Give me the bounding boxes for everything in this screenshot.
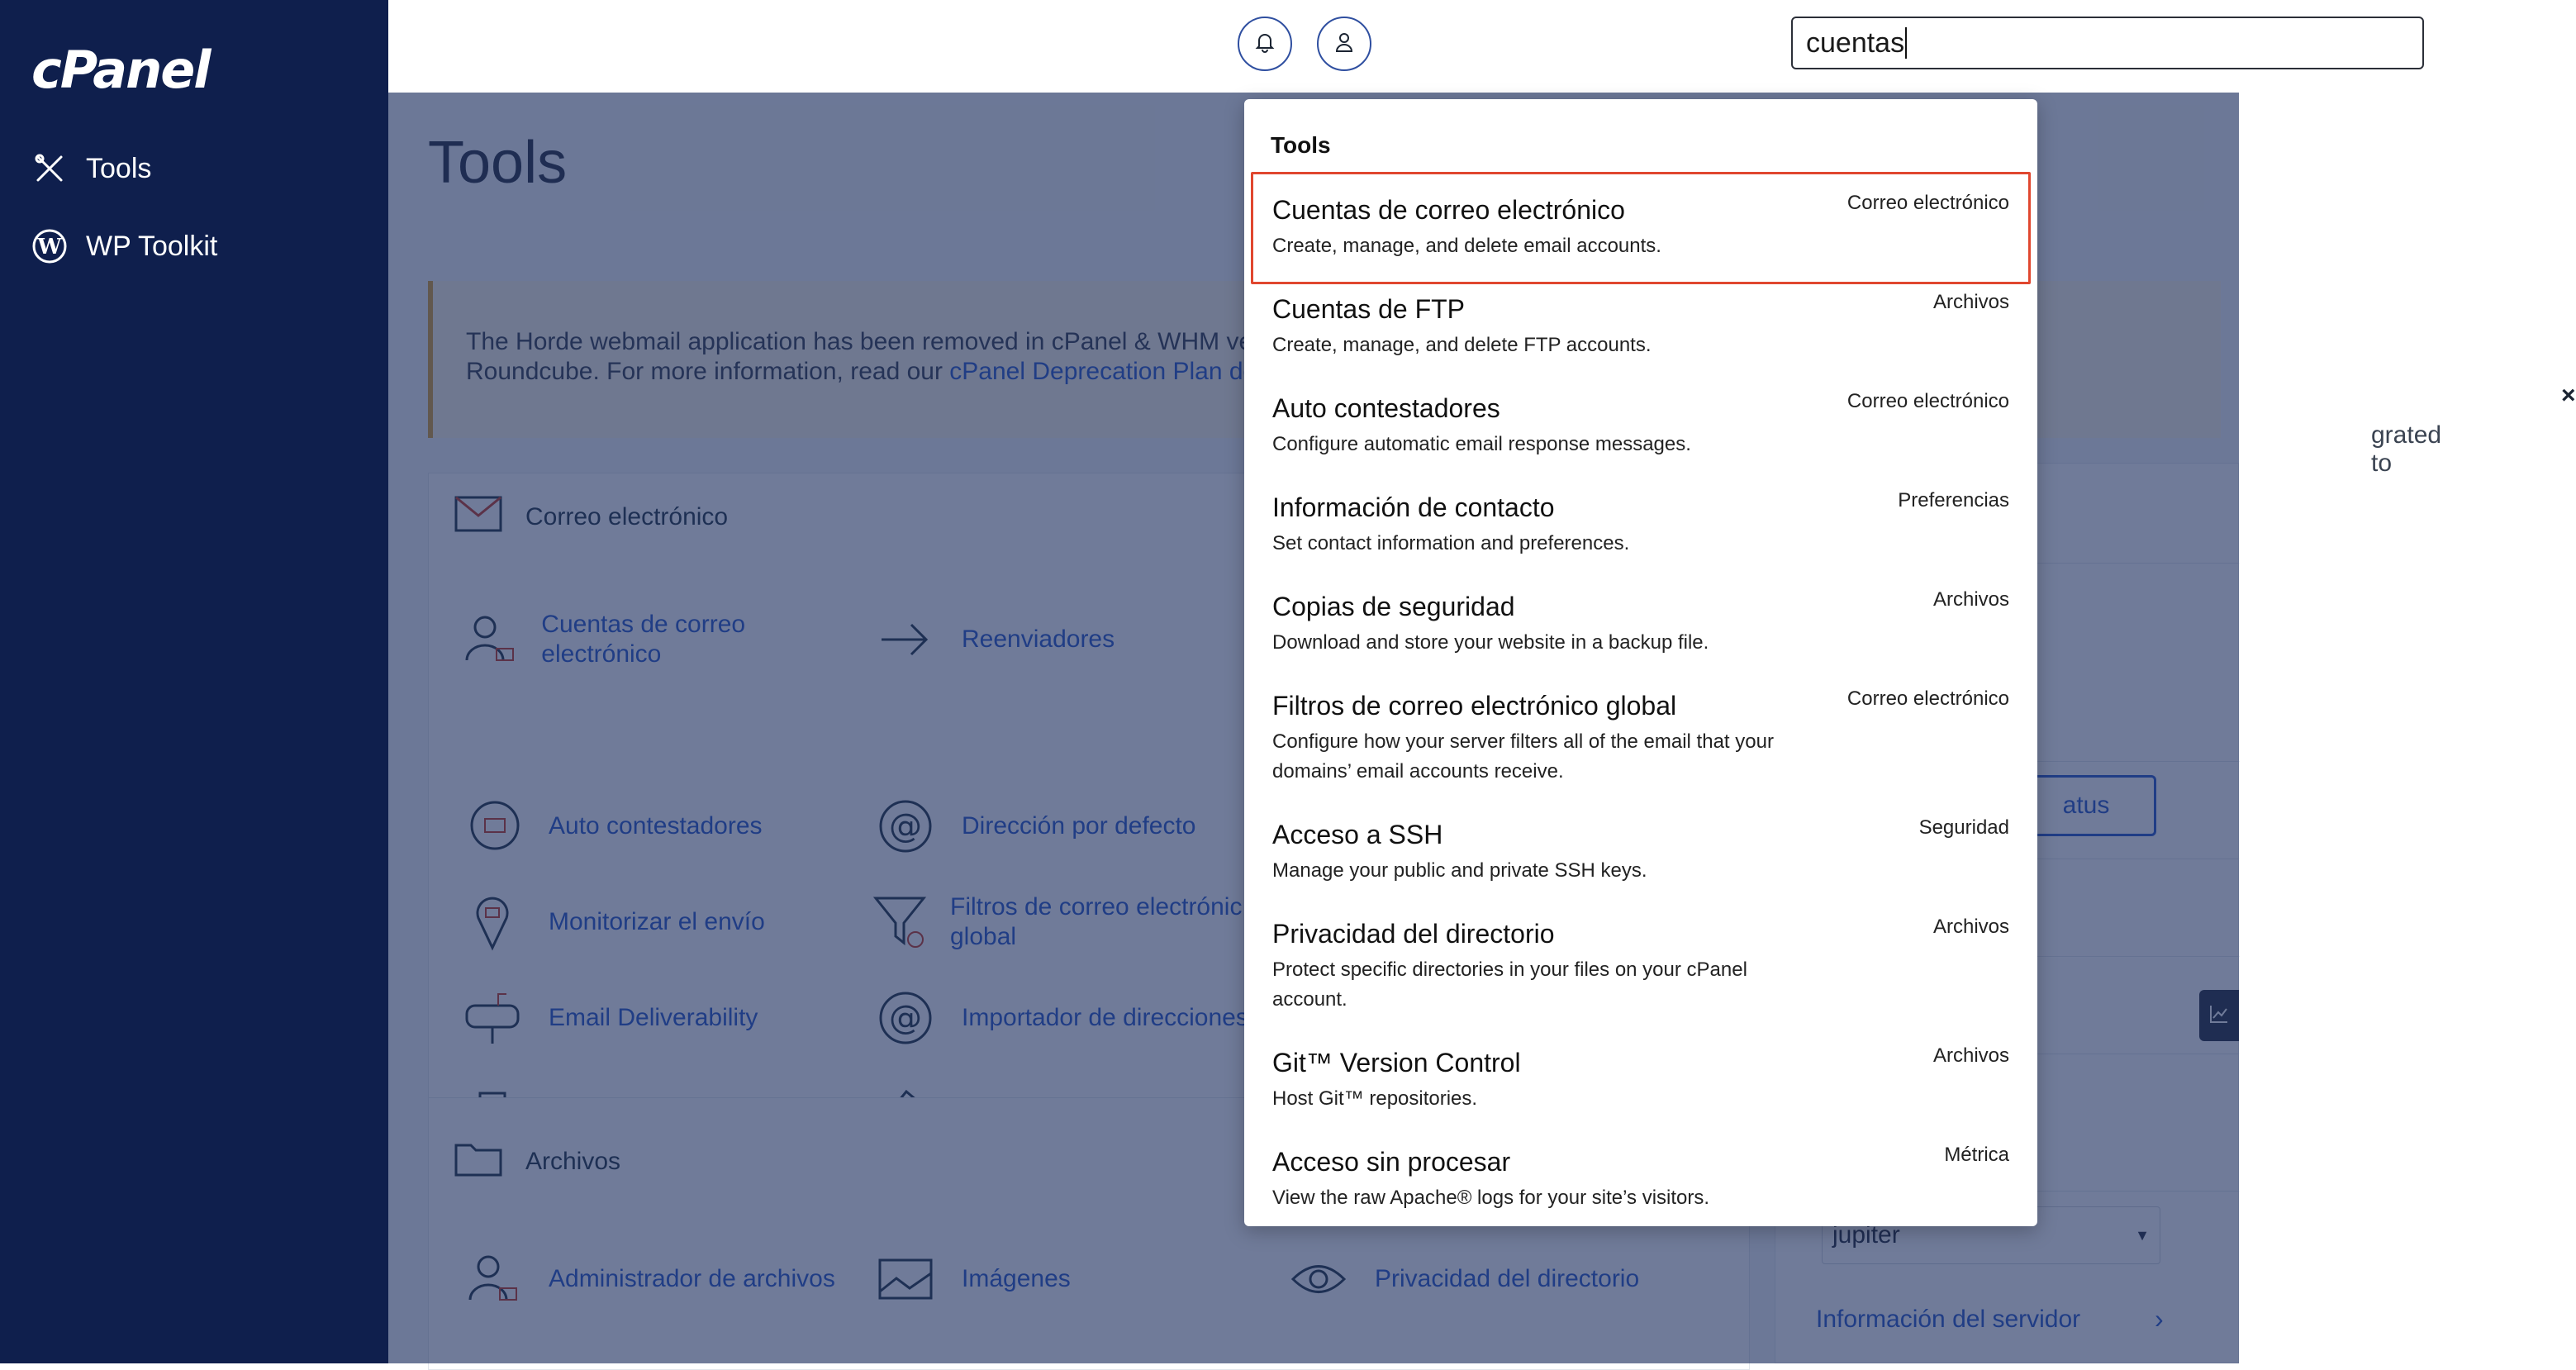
search-result-item[interactable]: [1244, 1125, 2037, 1225]
search-result-item[interactable]: [1244, 174, 2037, 281]
result-category: Correo electrónico: [1846, 390, 2009, 412]
bell-icon: [1253, 31, 1276, 58]
result-description: Download and store your website in a backup file.: [1272, 631, 1709, 654]
search-result-item[interactable]: [1244, 273, 2037, 372]
result-title: Cuentas de correo electrónico: [1272, 195, 1625, 225]
close-icon[interactable]: ×: [2561, 382, 2576, 409]
result-category: Archivos: [1932, 588, 2009, 611]
result-category: Correo electrónico: [1846, 192, 2009, 214]
svg-text:W: W: [37, 235, 62, 259]
result-title: Filtros de correo electrónico global: [1272, 691, 1677, 721]
result-description: Host Git™ repositories.: [1272, 1087, 1478, 1110]
result-category: Archivos: [1932, 1044, 2009, 1067]
top-header: [388, 0, 2239, 93]
result-description: Manage your public and private SSH keys.: [1272, 859, 1647, 882]
result-description: Configure automatic email response messages.: [1272, 433, 1691, 455]
sidebar: [0, 0, 388, 1363]
result-category: Archivos: [1932, 916, 2009, 938]
search-result-item[interactable]: [1244, 570, 2037, 669]
result-category: Métrica: [1944, 1144, 2009, 1166]
search-results-dropdown: [1244, 99, 2037, 1226]
user-icon: [1333, 31, 1356, 58]
sidebar-item-label: Tools: [86, 152, 152, 184]
search-result-item[interactable]: [1244, 471, 2037, 570]
search-result-item[interactable]: [1244, 372, 2037, 471]
results-group-header: Tools: [1271, 132, 1331, 158]
wordpress-icon: [31, 228, 68, 264]
result-description: Create, manage, and delete FTP accounts.: [1272, 334, 1652, 356]
user-menu-button[interactable]: [1317, 17, 1371, 71]
result-description: Configure how your server filters all of the email that your domains’ email accounts receive.: [1272, 730, 1774, 783]
result-title: Cuentas de FTP: [1272, 294, 1465, 324]
search-input[interactable]: [1791, 17, 2424, 69]
cpanel-logo[interactable]: cPanel: [31, 40, 210, 100]
result-category: Correo electrónico: [1846, 687, 2009, 710]
search-result-item[interactable]: [1244, 1026, 2037, 1125]
notifications-button[interactable]: [1238, 17, 1292, 71]
sidebar-item-tools[interactable]: [31, 150, 151, 187]
result-title: Copias de seguridad: [1272, 592, 1515, 621]
sidebar-item-wp-toolkit[interactable]: [31, 228, 217, 264]
search-input-value: cuentas: [1806, 26, 1905, 59]
result-title: Información de contacto: [1272, 492, 1555, 522]
result-description: View the raw Apache® logs for your site’s visitors.: [1272, 1187, 1710, 1209]
result-title: Privacidad del directorio: [1272, 919, 1555, 949]
result-title: Git™ Version Control: [1272, 1048, 1521, 1077]
notice-tail-text: grated to: [2371, 421, 2442, 477]
result-category: Archivos: [1932, 291, 2009, 313]
result-title: Auto contestadores: [1272, 393, 1500, 423]
tools-icon: [31, 150, 68, 187]
result-description: Set contact information and preferences.: [1272, 532, 1630, 554]
result-category: Seguridad: [1918, 816, 2009, 839]
result-category: Preferencias: [1898, 489, 2009, 511]
result-title: Acceso sin procesar: [1272, 1147, 1511, 1177]
search-result-item[interactable]: [1244, 798, 2037, 897]
sidebar-item-label: WP Toolkit: [86, 230, 218, 262]
result-title: Acceso a SSH: [1272, 820, 1443, 849]
text-caret: [1905, 27, 1907, 59]
search-result-item[interactable]: [1244, 669, 2037, 798]
result-description: Create, manage, and delete email accounts.: [1272, 235, 1661, 257]
result-description: Protect specific directories in your files on your cPanel account.: [1272, 959, 1747, 1011]
search-result-item[interactable]: [1244, 897, 2037, 1026]
